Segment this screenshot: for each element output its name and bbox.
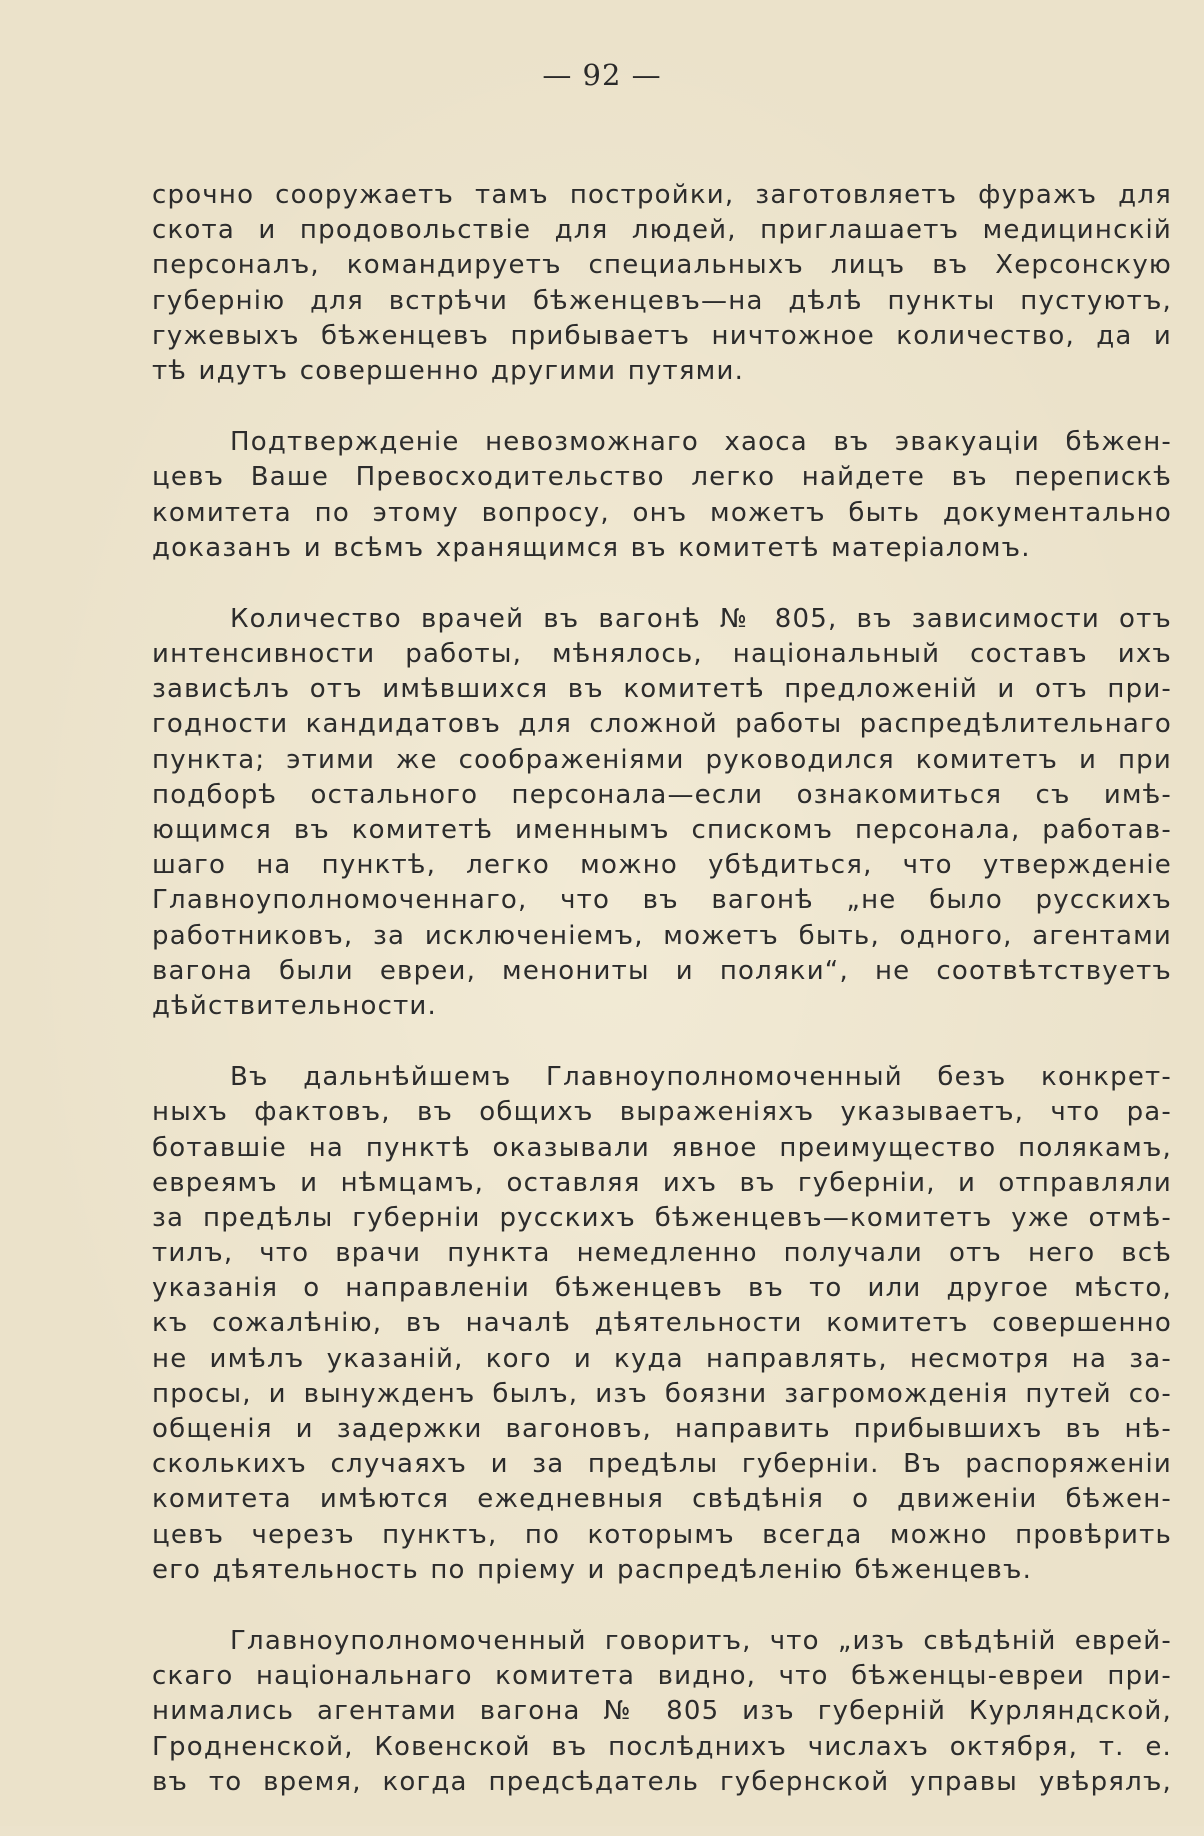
text-line: тилъ, что врачи пункта немедленно получали отъ него всѣ bbox=[152, 1238, 1172, 1269]
text-line: указанія о направленіи бѣженцевъ въ то или другое мѣсто, bbox=[152, 1273, 1172, 1304]
paragraph-1 bbox=[152, 178, 1172, 389]
text-line: шаго на пунктѣ, легко можно убѣдиться, что утвержденіе bbox=[152, 850, 1172, 881]
paragraph-2 bbox=[152, 425, 1172, 566]
text-line: срочно сооружаетъ тамъ постройки, заготовляетъ фуражъ для bbox=[152, 180, 1172, 210]
text-line: сколькихъ случаяхъ и за предѣлы губерніи. Въ распоряженіи bbox=[152, 1449, 1172, 1480]
text-line: работниковъ, за исключеніемъ, можетъ быть, одного, агентами bbox=[152, 920, 1172, 951]
text-line: дѣйствительности. bbox=[152, 990, 437, 1021]
text-line: за предѣлы губерніи русскихъ бѣженцевъ—комитетъ уже отмѣ- bbox=[152, 1202, 1172, 1233]
text-line: не имѣлъ указаній, кого и куда направлять, несмотря на за- bbox=[152, 1343, 1172, 1374]
paragraph-5 bbox=[152, 1624, 1172, 1800]
text-line: Количество врачей въ вагонѣ № 805, въ зависимости отъ bbox=[230, 603, 1172, 634]
paragraph-3 bbox=[152, 602, 1172, 1024]
text-line: скота и продовольствіе для людей, приглашаетъ медицинскій bbox=[152, 215, 1172, 246]
text-line: ныхъ фактовъ, въ общихъ выраженіяхъ указываетъ, что ра- bbox=[152, 1097, 1172, 1128]
text-line: общенія и задержки вагоновъ, направить прибывшихъ въ нѣ- bbox=[152, 1414, 1172, 1444]
text-line: ботавшіе на пунктѣ оказывали явное преимущество полякамъ, bbox=[152, 1132, 1172, 1163]
body-text bbox=[152, 178, 1172, 1836]
text-line: къ сожалѣнію, въ началѣ дѣятельности комитетъ совершенно bbox=[152, 1308, 1172, 1339]
text-line: въ то время, когда предсѣдатель губернской управы увѣрялъ, bbox=[152, 1766, 1172, 1797]
text-line: комитета по этому вопросу, онъ можетъ быть документально bbox=[152, 497, 1172, 528]
text-line: зависѣлъ отъ имѣвшихся въ комитетѣ предложеній и отъ при- bbox=[152, 674, 1172, 705]
text-line: Въ дальнѣйшемъ Главноуполномоченный безъ конкрет- bbox=[230, 1062, 1172, 1093]
text-line: гужевыхъ бѣженцевъ прибываетъ ничтожное количество, да и bbox=[152, 320, 1172, 351]
text-line: нимались агентами вагона № 805 изъ губерній Курляндской, bbox=[152, 1696, 1172, 1727]
text-line: доказанъ и всѣмъ хранящимся въ комитетѣ матеріаломъ. bbox=[152, 532, 1031, 563]
text-line: Главноуполномоченнаго, что въ вагонѣ „не было русскихъ bbox=[152, 885, 1172, 916]
text-line: комитета имѣются ежедневныя свѣдѣнія о движеніи бѣжен- bbox=[152, 1484, 1172, 1515]
text-line: персоналъ, командируетъ специальныхъ лицъ въ Херсонскую bbox=[152, 250, 1172, 281]
text-line: Подтвержденіе невозможнаго хаоса въ эвакуаціи бѣжен- bbox=[230, 427, 1172, 458]
text-line: подборѣ остального персонала—если ознакомиться съ имѣ- bbox=[152, 779, 1172, 810]
text-line: вагона были евреи, менониты и поляки“, не соотвѣтствуетъ bbox=[152, 955, 1172, 986]
page-number: — 92 — bbox=[542, 58, 662, 92]
text-line: просы, и вынужденъ былъ, изъ боязни загроможденія путей со- bbox=[152, 1378, 1172, 1409]
text-line: Главноуполномоченный говоритъ, что „изъ свѣдѣній еврей- bbox=[230, 1625, 1172, 1656]
text-line: цевъ Ваше Превосходительство легко найдете въ перепискѣ bbox=[152, 462, 1172, 493]
text-line: его дѣятельность по пріему и распредѣленію бѣженцевъ. bbox=[152, 1554, 1033, 1585]
text-line: тѣ идутъ совершенно другими путями. bbox=[152, 355, 745, 386]
text-line: цевъ черезъ пунктъ, по которымъ всегда можно провѣрить bbox=[152, 1519, 1172, 1550]
text-line: губернію для встрѣчи бѣженцевъ—на дѣлѣ пункты пустуютъ, bbox=[152, 285, 1172, 316]
text-line: пункта; этими же соображеніями руководился комитетъ и при bbox=[152, 744, 1172, 775]
text-line: годности кандидатовъ для сложной работы распредѣлительнаго bbox=[152, 709, 1172, 740]
text-line: скаго національнаго комитета видно, что бѣженцы-евреи при- bbox=[152, 1661, 1172, 1692]
text-line: интенсивности работы, мѣнялось, національный составъ ихъ bbox=[152, 639, 1172, 670]
text-line: Гродненской, Ковенской въ послѣднихъ числахъ октября, т. е. bbox=[152, 1731, 1172, 1762]
text-line: ющимся въ комитетѣ именнымъ спискомъ персонала, работав- bbox=[152, 815, 1172, 845]
paragraph-4 bbox=[152, 1060, 1172, 1588]
text-line: евреямъ и нѣмцамъ, оставляя ихъ въ губерніи, и отправляли bbox=[152, 1167, 1172, 1198]
